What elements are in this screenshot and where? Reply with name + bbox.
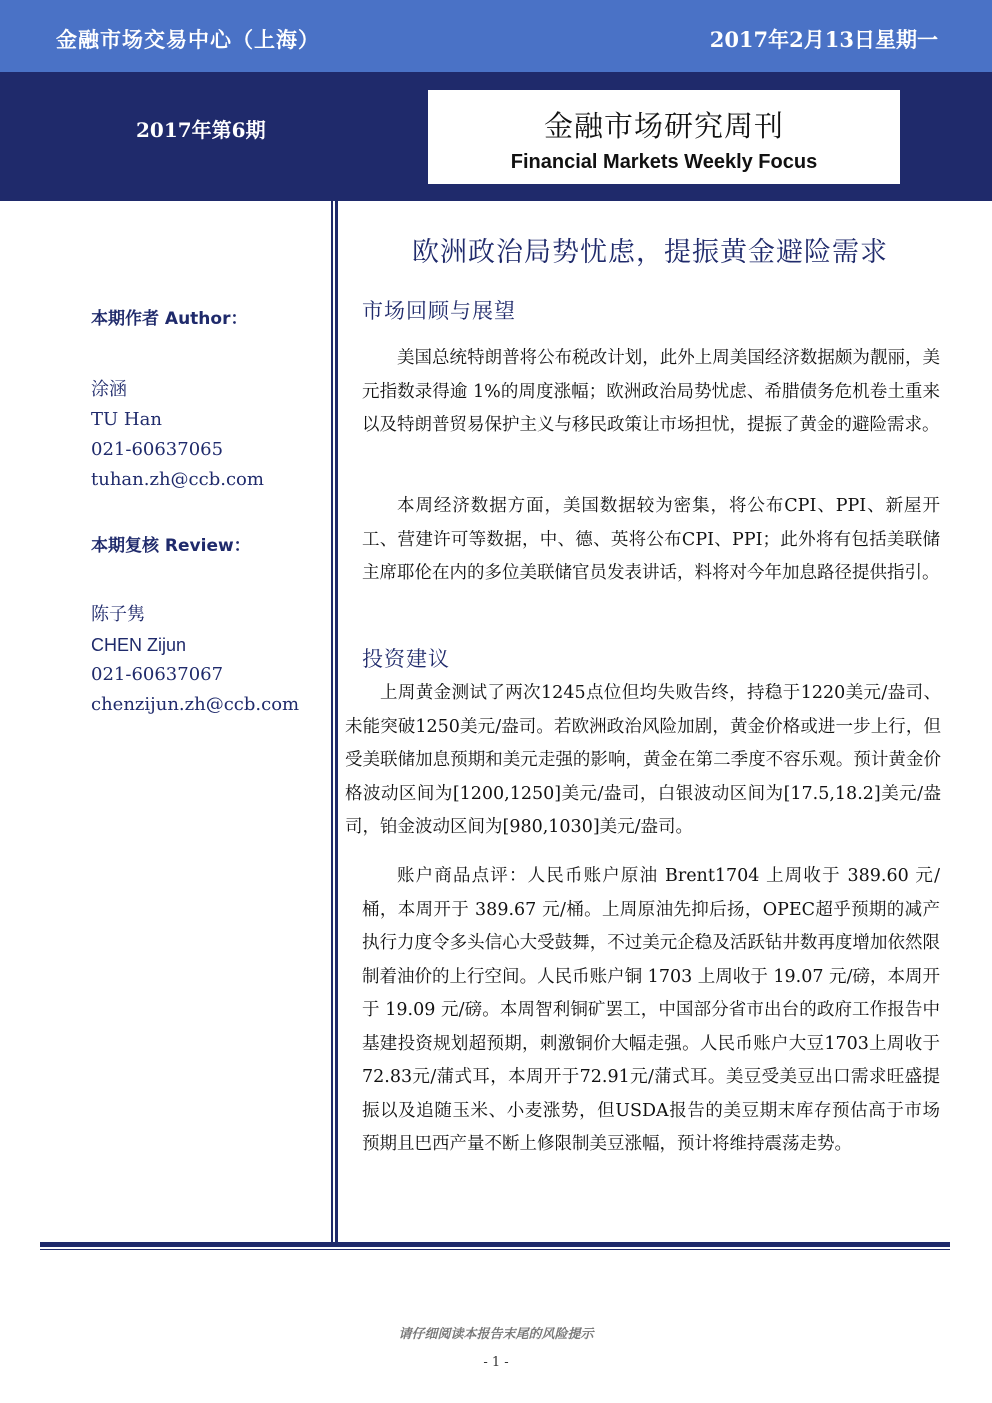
author-name-en: TU Han: [91, 409, 162, 430]
page-number: - 1 -: [483, 1355, 509, 1370]
risk-disclaimer-note: 请仔细阅读本报告末尾的风险提示: [398, 1327, 594, 1342]
article-title: 欧洲政治局势忧虑，提振黄金避险需求: [412, 237, 888, 268]
author-heading: 本期作者 Author：: [91, 309, 248, 329]
author-email[interactable]: tuhan.zh@ccb.com: [91, 469, 264, 490]
author-name-cn: 涂涵: [91, 379, 127, 400]
section-heading-investment-advice: 投资建议: [362, 647, 450, 671]
publication-title-cn: 金融市场研究周刊: [543, 109, 784, 143]
bottom-rule-thick: [40, 1242, 950, 1247]
organization-name: 金融市场交易中心（上海）: [56, 28, 320, 52]
paragraph-investment-advice-2: 账户商品点评：人民币账户原油 Brent1704 上周收于 389.60 元/桶，本周开于 389.67 元/桶。上周原油先抑后扬，OPEC超乎预期的减产执行力度令多头信心大受鼓舞，不过美元企稳及活跃钻井数再度增加依然限制着油价的上行空间。人民币账户铜 1703 上周收于 19.07 元/磅，本周开于 19.09 元/磅。本周智利铜矿罢工，中国部分省市出台的政府工作报告中基建投资规划超预期，刺激铜价大幅走强。人民币账户大豆1703上周收于72.83元/蒲式耳，本周开于72.91元/蒲式耳。美豆受美豆出口需求旺盛提振以及追随玉米、小麦涨势，但USDA报告的美豆期末库存预估高于市场预期且巴西产量不断上修限制美豆涨幅，预计将维持震荡走势。: [362, 866, 940, 1154]
column-divider: [331, 201, 338, 1243]
paragraph-market-review-1: 美国总统特朗普将公布税改计划，此外上周美国经济数据颇为靓丽，美元指数录得逾 1%的周度涨幅；欧洲政治局势忧虑、希腊债务危机卷土重来以及特朗普贸易保护主义与移民政策让市场担忧，提振了黄金的避险需求。: [362, 348, 940, 435]
reviewer-name-en: CHEN Zijun: [91, 635, 187, 655]
bottom-rule-thin: [40, 1249, 950, 1250]
reviewer-name-cn: 陈子隽: [91, 604, 145, 625]
author-phone: 021-60637065: [91, 439, 224, 460]
header-band: [0, 72, 992, 201]
reviewer-phone: 021-60637067: [91, 664, 224, 685]
report-date: 2017年2月13日星期一: [709, 27, 938, 52]
publication-title-en: Financial Markets Weekly Focus: [510, 151, 818, 173]
section-heading-market-review: 市场回顾与展望: [362, 299, 516, 323]
paragraph-investment-advice-1: 上周黄金测试了两次1245点位但均失败告终，持稳于1220美元/盎司、未能突破1250美元/盎司。若欧洲政治风险加剧，黄金价格或进一步上行，但受美联储加息预期和美元走强的影响，黄金在第二季度不容乐观。预计黄金价格波动区间为[1200,1250]美元/盎司，白银波动区间为[17.5,18.2]美元/盎司，铂金波动区间为[980,1030]美元/盎司。: [345, 683, 941, 837]
issue-number: 2017年第6期: [136, 118, 266, 142]
review-heading: 本期复核 Review：: [91, 536, 251, 556]
sidebar: [91, 304, 321, 720]
top-bar: [0, 0, 992, 72]
paragraph-market-review-2: 本周经济数据方面，美国数据较为密集，将公布CPI、PPI、新屋开工、营建许可等数据，中、德、英将公布CPI、PPI；此外将有包括美联储主席耶伦在内的多位美联储官员发表讲话，料将对今年加息路径提供指引。: [362, 496, 940, 583]
reviewer-email[interactable]: chenzijun.zh@ccb.com: [91, 694, 300, 715]
publication-title-box: [428, 90, 900, 184]
